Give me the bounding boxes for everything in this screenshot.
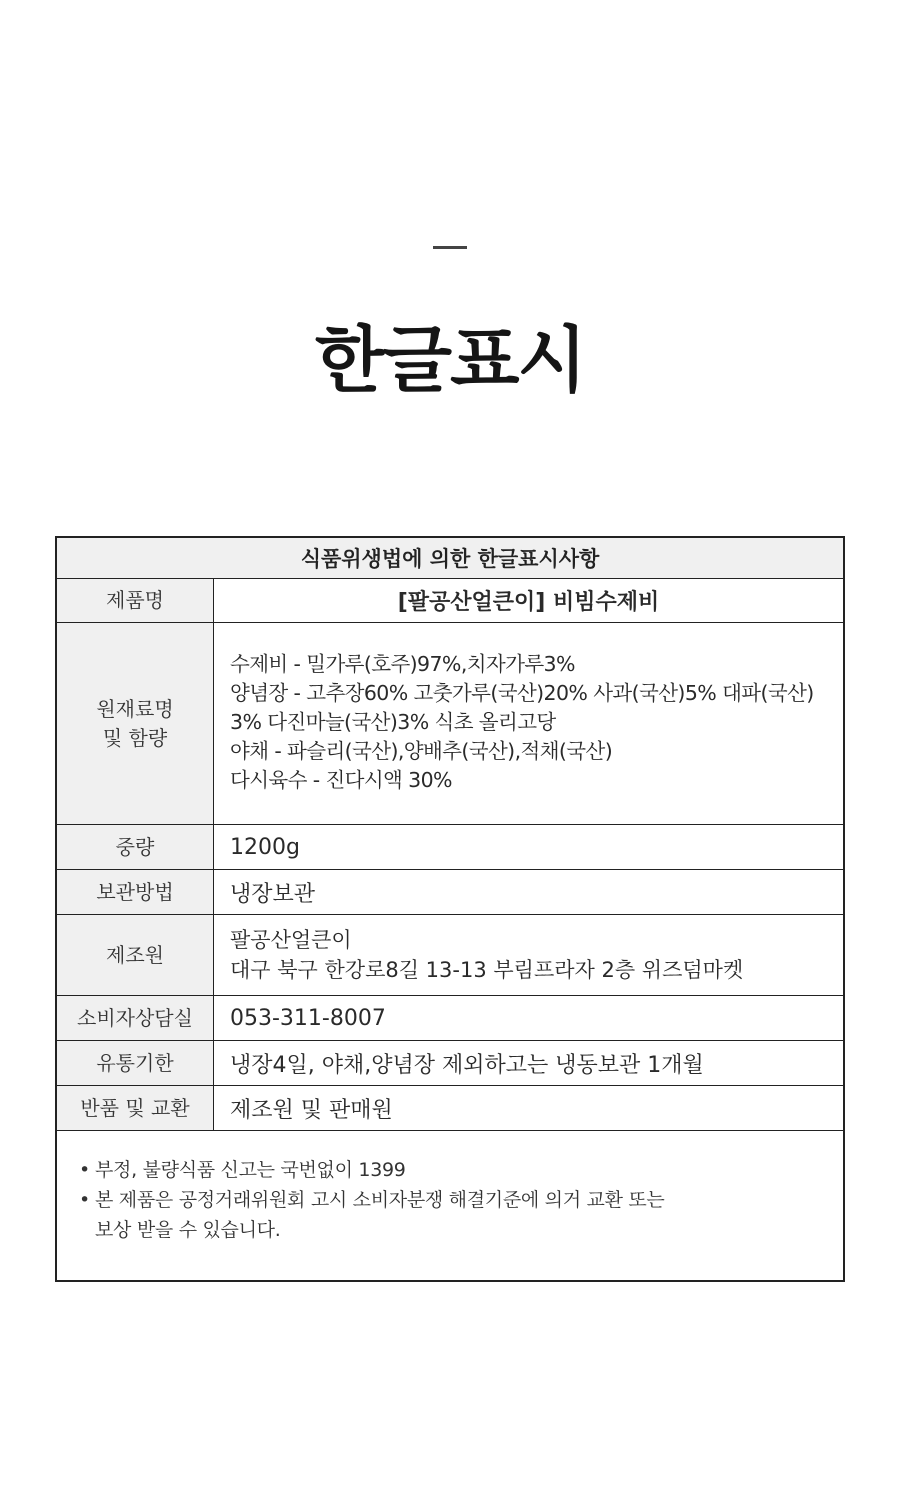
manufacturer-info (230, 925, 743, 985)
food-label-table (55, 536, 845, 1282)
table-row-returns (57, 1086, 843, 1131)
manufacturer-name: 팔공산얼큰이 (230, 928, 352, 952)
returns-value: 제조원 및 판매원 (230, 1097, 393, 1123)
table-row-product (57, 579, 843, 623)
weight-value: 1200g (230, 834, 300, 860)
notice-item-exchange (79, 1185, 664, 1245)
bullet-icon: • (79, 1189, 90, 1211)
ingredients-label: 원재료명 및 함량 (57, 623, 214, 824)
returns-label: 반품 및 교환 (57, 1086, 214, 1130)
title-accent-dash (433, 246, 467, 249)
page-title: 한글표시 (314, 318, 586, 402)
table-row-storage (57, 870, 843, 915)
bullet-icon: • (79, 1159, 90, 1181)
ingredient-line: 3% 다진마늘(국산)3% 식초 올리고당 (230, 710, 556, 734)
table-row-shelf-life (57, 1041, 843, 1086)
ingredients-list (230, 650, 814, 795)
notice-item-report (79, 1155, 406, 1185)
ingredient-line: 양념장 - 고추장60% 고춧가루(국산)20% 사과(국산)5% 대파(국산) (230, 681, 814, 705)
table-row-weight (57, 825, 843, 870)
consumer-center-phone: 053-311-8007 (230, 1005, 386, 1031)
manufacturer-address: 대구 북구 한강로8길 13-13 부림프라자 2층 위즈덤마켓 (230, 958, 744, 982)
manufacturer-label: 제조원 (57, 915, 214, 995)
manufacturer-cell (214, 915, 843, 995)
table-row-manufacturer (57, 915, 843, 996)
notice-text: 부정, 불량식품 신고는 국번없이 1399 (95, 1159, 406, 1181)
ingredients-cell (214, 623, 843, 824)
table-heading-row (57, 538, 843, 579)
ingredient-line: 야채 - 파슬리(국산),양배추(국산),적채(국산) (230, 739, 613, 763)
product-name-value: [팔공산얼큰이] 비빔수제비 (397, 590, 660, 615)
table-row-ingredients (57, 623, 843, 825)
notice-text: 본 제품은 공정거래위원회 고시 소비자분쟁 해결기준에 의거 교환 또는 (95, 1189, 665, 1211)
weight-label: 중량 (57, 825, 214, 869)
table-heading: 식품위생법에 의한 한글표시사항 (300, 547, 600, 571)
ingredient-line: 다시육수 - 진다시액 30% (230, 768, 452, 792)
notice-text-continued: 보상 받을 수 있습니다. (95, 1219, 281, 1241)
storage-value: 냉장보관 (230, 881, 316, 907)
storage-label: 보관방법 (57, 870, 214, 914)
table-row-consumer-center (57, 996, 843, 1041)
product-name-label: 제품명 (57, 579, 214, 622)
consumer-center-label: 소비자상담실 (57, 996, 214, 1040)
shelf-life-label: 유통기한 (57, 1041, 214, 1085)
ingredient-line: 수제비 - 밀가루(호주)97%,치자가루3% (230, 652, 575, 676)
notice-section (57, 1130, 843, 1280)
shelf-life-value: 냉장4일, 야채,양념장 제외하고는 냉동보관 1개월 (230, 1052, 704, 1078)
